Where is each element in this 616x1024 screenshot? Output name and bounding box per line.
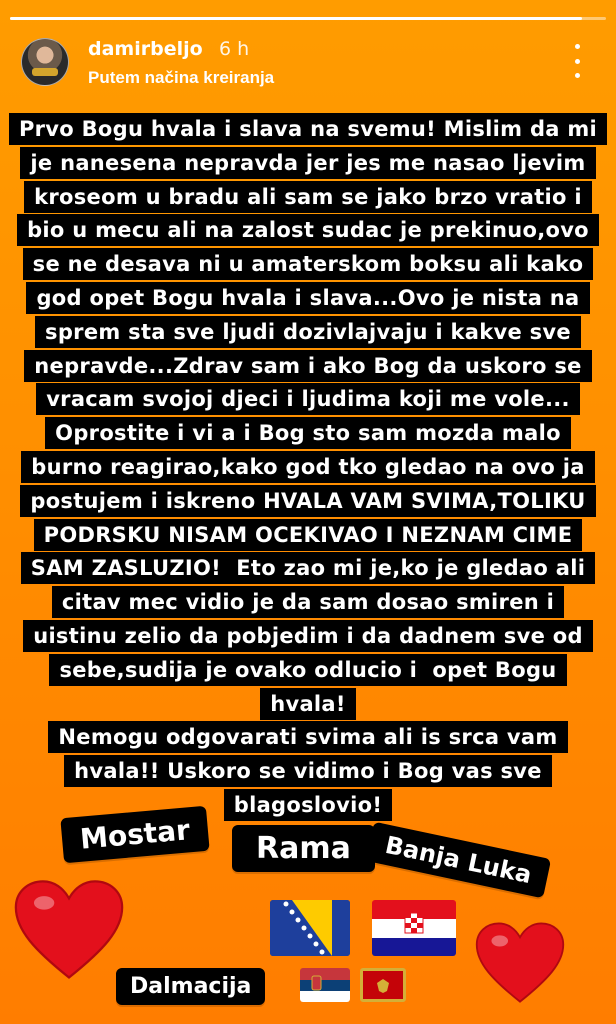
story-text-line: postujem i iskreno HVALA VAM SVIMA,TOLIKU [20, 485, 595, 517]
username[interactable]: damirbeljo [88, 38, 203, 60]
story-text-line: je nanesena nepravda jer jes me nasao ljevim [20, 147, 595, 179]
more-dot [575, 44, 580, 49]
avatar[interactable] [21, 38, 69, 86]
story-text-block [0, 113, 616, 823]
story-text-line: burno reagirao,kako god tko gledao na ovo ja [21, 451, 595, 483]
sticker-banja-luka: Banja Luka [366, 822, 551, 899]
story-text-line: bio u mecu ali na zalost sudac je prekinuo,ovo [17, 214, 599, 246]
story-progress-bar [10, 17, 606, 20]
sticker-dalmacija: Dalmacija [116, 968, 265, 1005]
more-dot [575, 59, 580, 64]
story-text-line: hvala!! Uskoro se vidimo i Bog vas sve [64, 755, 552, 787]
bosnia-herzegovina-flag-icon [270, 900, 350, 956]
story-text-line: PODRSKU NISAM OCEKIVAO I NEZNAM CIME [34, 519, 583, 551]
serbia-flag-icon [300, 968, 350, 1002]
story-text-line: sprem sta sve ljudi dozivlajvaju i kakve sve [35, 316, 581, 348]
story-progress-fill [10, 17, 582, 20]
heart-icon [12, 878, 126, 982]
sticker-mostar: Mostar [60, 806, 209, 864]
story-text-line: god opet Bogu hvala i slava...Ovo je nista na [26, 282, 589, 314]
story-text-line: Oprostite i vi a i Bog sto sam mozda malo [45, 417, 571, 449]
montenegro-flag-icon [360, 968, 406, 1002]
more-options-icon[interactable] [567, 44, 587, 78]
croatia-flag-icon [372, 900, 456, 956]
story-text-line: Prvo Bogu hvala i slava na svemu! Mislim da mi [9, 113, 607, 145]
story-text-line: blagoslovio! [224, 789, 392, 821]
more-dot [575, 73, 580, 78]
story-text-line: hvala! [260, 688, 356, 720]
story-text-line: nepravde...Zdrav sam i ako Bog da uskoro se [24, 350, 591, 382]
story-subtitle[interactable]: Putem načina kreiranja [88, 68, 275, 87]
heart-icon [474, 920, 566, 1006]
story-text-line: se ne desava ni u amaterskom boksu ali kako [23, 248, 594, 280]
story-text-line: kroseom u bradu ali sam se jako brzo vratio i [24, 181, 592, 213]
story-text-line: SAM ZASLUZIO! Eto zao mi je,ko je gledao ali [21, 552, 595, 584]
story-text-line: uistinu zelio da pobjedim i da dadnem sve od [23, 620, 593, 652]
story-text-line: sebe,sudija je ovako odlucio i opet Bogu [49, 654, 566, 686]
story-text-line: vracam svojoj djeci i ljudima koji me vole... [36, 383, 580, 415]
story-text-line: citav mec vidio je da sam dosao smiren i [52, 586, 564, 618]
story-text-line: Nemogu odgovarati svima ali is srca vam [48, 721, 567, 753]
post-time: 6 h [219, 38, 250, 60]
sticker-rama: Rama [232, 825, 375, 872]
